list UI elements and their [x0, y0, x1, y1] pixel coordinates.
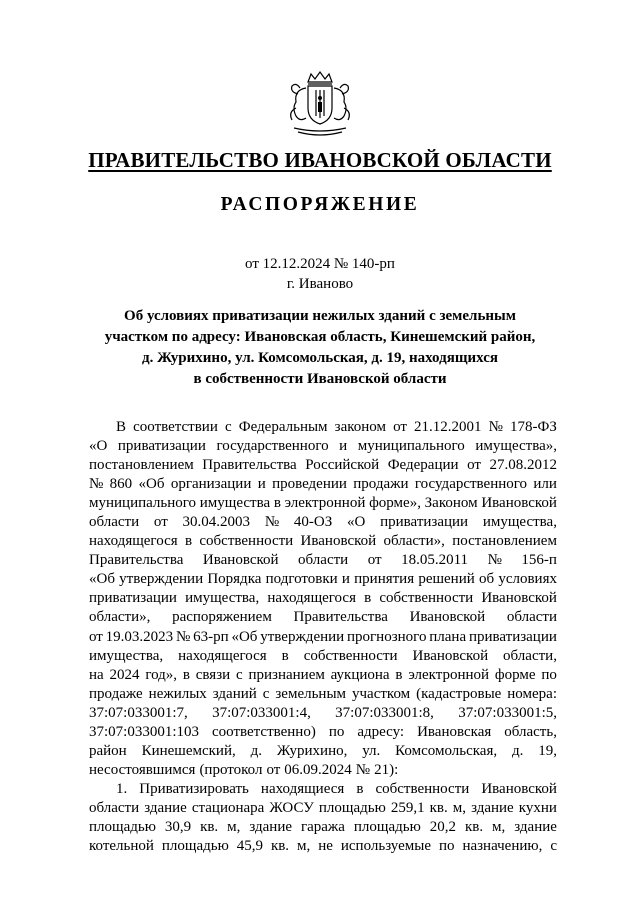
body-word: несостоявшимся	[89, 761, 196, 778]
body-word: от	[89, 628, 103, 645]
body-word: 45,9	[236, 838, 263, 855]
body-word: номера:	[507, 685, 557, 702]
body-word: назначению,	[462, 838, 543, 855]
body-word: по	[541, 666, 557, 683]
body-word: Ивановской	[481, 780, 557, 797]
body-line	[89, 704, 557, 723]
body-word: проведении	[272, 476, 347, 493]
body-word: Правительства	[202, 457, 297, 474]
body-word: Федеральным	[238, 419, 328, 435]
body-word: приватизации	[117, 438, 206, 455]
body-word: находящегося	[267, 590, 356, 607]
body-word: Правительства	[293, 609, 388, 626]
body-word: находящиеся	[260, 780, 345, 797]
body-word: от	[266, 761, 281, 778]
body-word: соответствии	[133, 419, 218, 435]
body-word: 19.03.2023	[105, 628, 174, 645]
body-word: нежилых	[148, 685, 207, 702]
body-line	[89, 475, 557, 494]
body-word: Комсомольская,	[395, 742, 498, 759]
body-word: в	[184, 533, 193, 550]
body-word: «О	[89, 438, 108, 455]
body-word: собственности	[379, 590, 474, 607]
body-word: постановлением	[452, 533, 557, 550]
body-word: Ивановской	[481, 495, 557, 512]
body-word: области,	[503, 647, 557, 664]
body-word: прогнозного	[347, 628, 427, 645]
body-word: с	[550, 838, 557, 855]
body-line	[89, 666, 557, 685]
body-line	[89, 761, 557, 780]
body-word: государственного	[414, 476, 528, 493]
body-word: Приватизировать	[139, 780, 249, 797]
body-word: В	[116, 419, 127, 435]
body-word: здание	[514, 818, 557, 835]
body-line	[89, 456, 557, 475]
body-word: 21):	[374, 761, 399, 778]
body-word: №	[355, 761, 371, 778]
body-word: продажи	[353, 476, 409, 493]
body-word: с	[235, 666, 243, 683]
body-word: здание	[471, 799, 514, 816]
body-word: в	[281, 647, 289, 664]
body-word: от	[367, 552, 382, 569]
body-word: Ивановской	[412, 647, 489, 664]
body-line	[89, 837, 557, 856]
body-word: приватизации	[380, 514, 469, 531]
body-word: котельной	[89, 838, 154, 855]
body-word: ул.	[362, 742, 381, 759]
body-word: области	[506, 609, 557, 626]
body-word: собственности	[375, 780, 470, 797]
body-line	[89, 799, 557, 818]
body-word: 860	[109, 476, 133, 493]
body-word: Кинешемский,	[141, 742, 236, 759]
body-word: №	[264, 514, 280, 531]
body-word: область,	[504, 723, 557, 740]
body-word: находящегося	[89, 533, 178, 550]
body-word: адресу:	[357, 723, 405, 740]
body-word: или	[533, 476, 557, 493]
document-subject	[96, 306, 544, 390]
body-word: Порядка	[207, 571, 262, 588]
body-line	[89, 551, 557, 570]
body-word: от	[467, 457, 481, 474]
body-word: законом	[334, 419, 386, 435]
body-word: 156-п	[521, 552, 557, 569]
body-word: м,	[227, 818, 241, 835]
body-line	[89, 494, 557, 513]
body-word: электронной	[284, 495, 366, 512]
body-word: Правительства	[89, 552, 184, 569]
document-body	[89, 418, 557, 856]
organization-title: ПРАВИТЕЛЬСТВО ИВАНОВСКОЙ ОБЛАСТИ	[88, 148, 552, 172]
body-word: имущества,	[89, 647, 164, 664]
body-word: связи	[195, 666, 231, 683]
body-word: м,	[452, 799, 467, 816]
body-word: имущества,	[482, 514, 557, 531]
body-word: 27.08.2012	[489, 457, 557, 474]
body-word: д.	[250, 742, 262, 759]
body-word: 30,9	[164, 818, 192, 835]
body-word: гаража	[300, 818, 345, 835]
body-word: 37:07:033001:103	[89, 723, 200, 740]
body-word: приватизации	[468, 628, 557, 645]
body-word: постановлением	[89, 457, 194, 474]
body-word: имущества,	[185, 590, 260, 607]
body-word: 18.05.2011	[401, 552, 469, 569]
body-word: в	[356, 780, 364, 797]
body-word: 2024	[109, 666, 140, 683]
body-word: Федерации	[387, 457, 459, 474]
body-word: м,	[297, 838, 311, 855]
body-word: утверждении	[119, 571, 204, 588]
body-word: продаже	[89, 685, 143, 702]
body-word: на	[89, 666, 104, 683]
body-word: «Об	[231, 628, 258, 645]
body-word: муниципального	[357, 438, 465, 455]
body-word: по	[438, 838, 455, 855]
subject-line: участком по адресу: Ивановская область, Кинешемский район,	[104, 329, 536, 345]
document-type: РАСПОРЯЖЕНИЕ	[220, 194, 420, 215]
body-word: не	[318, 838, 333, 855]
body-word: Ивановской	[409, 609, 486, 626]
body-word: 1.	[116, 780, 128, 797]
body-word: плана	[429, 628, 467, 645]
body-line	[89, 742, 557, 761]
body-word: 63-рп	[193, 628, 229, 645]
subject-line: д. Журихино, ул. Комсомольская, д. 19, находящихся	[142, 350, 498, 366]
body-word: области»,	[89, 609, 151, 626]
body-word: 259,1	[390, 799, 425, 816]
body-word: электронной	[408, 666, 490, 683]
body-word: с	[224, 419, 232, 435]
body-word: (протокол	[199, 761, 263, 778]
body-word: приватизации	[89, 590, 177, 607]
body-word: с	[262, 685, 270, 702]
body-word: организации	[170, 476, 252, 493]
body-line	[89, 437, 557, 456]
body-line	[89, 647, 557, 666]
body-word: форме»,	[369, 495, 421, 512]
body-word: 178-ФЗ	[510, 419, 557, 435]
body-word: 19,	[538, 742, 557, 759]
body-word: кв.	[200, 818, 219, 835]
body-word: муниципального	[89, 495, 197, 512]
body-word: решений	[418, 571, 475, 588]
body-word: области	[89, 799, 140, 816]
body-word: находящегося	[178, 647, 267, 664]
body-word: участком	[352, 685, 411, 702]
body-word: площадью	[89, 818, 156, 835]
body-word: Журихино,	[276, 742, 348, 759]
body-word: №	[487, 552, 502, 569]
body-word: в	[182, 666, 190, 683]
body-word: 40-ОЗ	[293, 514, 333, 531]
body-word: здание	[144, 799, 187, 816]
body-word: Законом	[424, 495, 478, 512]
coat-of-arms-icon	[284, 68, 356, 140]
document-date-number: от 12.12.2024 № 140-рп	[245, 256, 395, 272]
body-word: по	[328, 723, 345, 740]
body-word: м,	[492, 818, 506, 835]
body-word: в	[364, 590, 372, 607]
body-line	[89, 513, 557, 532]
body-word: кв.	[429, 799, 448, 816]
body-word: площадью	[353, 818, 421, 835]
body-word: аукциона	[330, 666, 390, 683]
body-word: кухни	[518, 799, 557, 816]
body-word: Ивановской	[202, 552, 279, 569]
body-word: 30.04.2003	[182, 514, 251, 531]
body-word: признанием	[248, 666, 325, 683]
body-word: Ивановская	[417, 723, 492, 740]
body-word: и	[341, 571, 350, 588]
body-line	[89, 589, 557, 608]
body-word: здание	[249, 818, 292, 835]
body-word: условиях	[498, 571, 557, 588]
body-word: форме	[494, 666, 536, 683]
body-word: и	[257, 476, 266, 493]
body-word: зданий	[212, 685, 257, 702]
body-word: Ивановской	[481, 590, 557, 607]
body-line	[89, 532, 557, 551]
body-word: собственности	[303, 647, 398, 664]
subject-line: Об условиях приватизации нежилых зданий с земельным	[124, 308, 516, 324]
body-line	[89, 418, 557, 437]
body-word: собственности	[199, 533, 294, 550]
body-word: 37:07:033001:4,	[212, 704, 311, 721]
body-word: 37:07:033001:7,	[89, 704, 188, 721]
body-word: д.	[511, 742, 524, 759]
body-word: 21.12.2001	[414, 419, 482, 435]
body-word: Ивановской	[300, 533, 377, 550]
body-line	[89, 723, 557, 742]
body-word: район	[89, 742, 127, 759]
body-line	[89, 818, 557, 837]
subject-line: в собственности Ивановской области	[193, 371, 447, 387]
body-word: от	[393, 419, 407, 435]
body-word: и	[339, 438, 348, 455]
body-word: распоряжением	[172, 609, 272, 626]
body-word: используемые	[340, 838, 431, 855]
body-word: площадью	[161, 838, 229, 855]
body-word: от	[153, 514, 168, 531]
body-word: имущества»,	[475, 438, 557, 455]
body-word: области	[298, 552, 349, 569]
body-word: №	[175, 628, 191, 645]
body-line	[89, 570, 557, 589]
body-word: №	[488, 419, 503, 435]
body-word: об	[478, 571, 495, 588]
body-word: 20,2	[429, 818, 457, 835]
document-city: г. Иваново	[286, 276, 354, 292]
body-word: области»,	[383, 533, 445, 550]
body-word: в	[395, 666, 403, 683]
body-word: «Об	[89, 571, 115, 588]
body-word: подготовки	[265, 571, 338, 588]
body-word: кв.	[464, 818, 484, 835]
body-word: в	[273, 495, 281, 512]
body-word: принятия	[354, 571, 415, 588]
body-word: стационара	[191, 799, 265, 816]
body-word: области	[89, 514, 140, 531]
body-word: (кадастровые	[416, 685, 502, 702]
body-line	[89, 628, 557, 647]
body-line	[89, 780, 557, 799]
body-word: государственного	[216, 438, 329, 455]
body-word: Российской	[305, 457, 380, 474]
body-line	[89, 685, 557, 704]
body-word: кв.	[270, 838, 290, 855]
body-word: год»,	[145, 666, 178, 683]
body-line	[89, 608, 557, 627]
body-word: №	[89, 476, 104, 493]
body-word: 37:07:033001:5,	[458, 704, 557, 721]
body-word: земельным	[275, 685, 347, 702]
body-word: «О	[347, 514, 366, 531]
body-word: утверждении	[260, 628, 345, 645]
body-word: 37:07:033001:8,	[335, 704, 434, 721]
body-word: 06.09.2024	[284, 761, 352, 778]
body-word: имущества	[199, 495, 271, 512]
body-word: ЖОСУ	[269, 799, 314, 816]
body-word: соответственно)	[212, 723, 316, 740]
body-word: «Об	[138, 476, 165, 493]
body-word: площадью	[318, 799, 386, 816]
